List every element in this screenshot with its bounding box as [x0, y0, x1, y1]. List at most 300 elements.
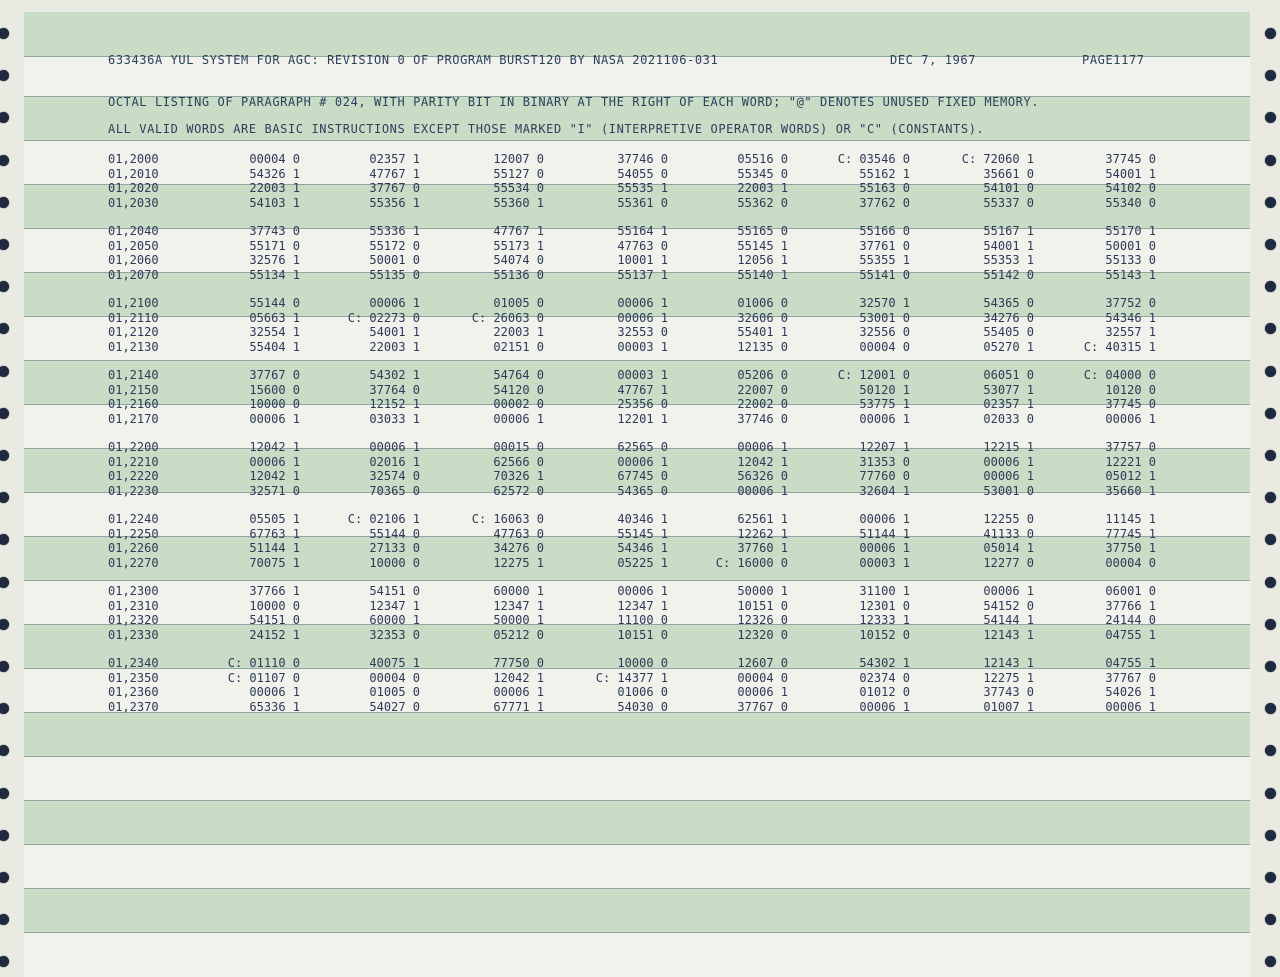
word-cell: 50000 1: [493, 613, 544, 627]
address-cell: 01,2110: [108, 310, 159, 325]
word-cell: 05212 0: [493, 627, 544, 642]
word-cell: 54001 1: [1105, 166, 1156, 181]
band-divider: [24, 844, 1250, 845]
band-divider: [24, 756, 1250, 757]
tractor-hole-icon: [1265, 619, 1276, 630]
word-cell: 00004 0: [737, 670, 788, 685]
word-cell: 77760 0: [859, 469, 910, 483]
word-cell: 55133 0: [1105, 253, 1156, 267]
word-cell: 34276 0: [493, 541, 544, 555]
listing-row: [24, 628, 1224, 642]
tractor-hole-icon: [1265, 534, 1276, 545]
word-cell: 12143 1: [983, 627, 1034, 642]
address-cell: 01,2150: [108, 382, 159, 397]
word-cell: 00006 1: [493, 411, 544, 426]
word-cell: 00006 1: [983, 469, 1034, 483]
word-cell: 53001 0: [859, 310, 910, 325]
word-cell: 56326 0: [737, 469, 788, 483]
tractor-hole-icon: [1265, 70, 1276, 81]
word-cell: 55356 1: [369, 195, 420, 210]
word-cell: 06051 0: [983, 368, 1034, 382]
word-cell: 27133 0: [369, 541, 420, 555]
word-cell: 05505 1: [249, 512, 300, 526]
word-cell: 32606 0: [737, 310, 788, 325]
word-cell: 11145 1: [1105, 512, 1156, 526]
address-cell: 01,2310: [108, 598, 159, 613]
address-cell: 01,2340: [108, 656, 159, 670]
address-cell: 01,2330: [108, 627, 159, 642]
word-cell: 47763 0: [493, 526, 544, 541]
green-bar-paper: [24, 10, 1250, 977]
tractor-hole-icon: [1265, 408, 1276, 419]
word-cell: 55162 1: [859, 166, 910, 181]
word-cell: 55127 0: [493, 166, 544, 181]
word-cell: 05516 0: [737, 152, 788, 166]
word-cell: C: 26063 0: [471, 310, 544, 325]
word-cell: 60000 1: [493, 584, 544, 598]
word-cell: C: 40315 1: [1083, 339, 1156, 354]
word-cell: 10152 0: [859, 627, 910, 642]
tractor-hole-icon: [0, 619, 9, 630]
listing-row: [24, 296, 1224, 310]
word-cell: 55360 1: [493, 195, 544, 210]
address-cell: 01,2300: [108, 584, 159, 598]
address-cell: 01,2030: [108, 195, 159, 210]
word-cell: 00006 1: [859, 541, 910, 555]
word-cell: 00015 0: [493, 440, 544, 454]
tractor-hole-icon: [0, 914, 9, 925]
listing-row: [24, 368, 1224, 382]
word-cell: 00006 1: [249, 411, 300, 426]
word-cell: 31353 0: [859, 454, 910, 469]
word-cell: 53775 1: [859, 397, 910, 411]
word-cell: 55353 1: [983, 253, 1034, 267]
tractor-hole-icon: [0, 366, 9, 377]
word-cell: 12135 0: [737, 339, 788, 354]
tractor-hole-icon: [1265, 239, 1276, 250]
word-cell: 04755 1: [1105, 656, 1156, 670]
listing-row: [24, 268, 1224, 282]
word-cell: C: 02273 0: [347, 310, 420, 325]
tractor-hole-icon: [0, 112, 9, 123]
word-cell: 37743 0: [249, 224, 300, 238]
word-cell: 00006 1: [617, 454, 668, 469]
word-cell: 32557 1: [1105, 325, 1156, 339]
word-cell: 47767 1: [369, 166, 420, 181]
listing-row: [24, 469, 1224, 483]
word-cell: 02016 1: [369, 454, 420, 469]
word-cell: 62561 1: [737, 512, 788, 526]
word-cell: 50120 1: [859, 382, 910, 397]
word-cell: 37766 1: [1105, 598, 1156, 613]
word-cell: 51144 1: [249, 541, 300, 555]
word-cell: 54151 0: [369, 584, 420, 598]
listing-row: [24, 152, 1224, 166]
word-cell: 00006 1: [617, 584, 668, 598]
word-cell: 35661 0: [983, 166, 1034, 181]
word-cell: 12262 1: [737, 526, 788, 541]
word-cell: 12320 0: [737, 627, 788, 642]
word-cell: 02033 0: [983, 411, 1034, 426]
tractor-hole-icon: [1265, 872, 1276, 883]
word-cell: 12607 0: [737, 656, 788, 670]
word-cell: 12042 1: [493, 670, 544, 685]
word-cell: 54346 1: [617, 541, 668, 555]
word-cell: 12042 1: [737, 454, 788, 469]
word-cell: 03033 1: [369, 411, 420, 426]
word-cell: 54764 0: [493, 368, 544, 382]
word-cell: 32556 0: [859, 325, 910, 339]
word-cell: 10151 0: [617, 627, 668, 642]
word-cell: 55336 1: [369, 224, 420, 238]
word-cell: 22007 0: [737, 382, 788, 397]
tractor-hole-icon: [0, 70, 9, 81]
word-cell: 54365 0: [983, 296, 1034, 310]
tractor-hole-icon: [1265, 155, 1276, 166]
word-cell: 37757 0: [1105, 440, 1156, 454]
word-cell: 00006 1: [859, 512, 910, 526]
word-cell: 37745 0: [1105, 397, 1156, 411]
word-cell: 62566 0: [493, 454, 544, 469]
word-cell: 00006 1: [983, 454, 1034, 469]
word-cell: 53077 1: [983, 382, 1034, 397]
word-cell: 24144 0: [1105, 613, 1156, 627]
word-cell: 01006 0: [617, 685, 668, 699]
listing-row: [24, 253, 1224, 267]
word-cell: 34276 0: [983, 310, 1034, 325]
listing-row: [24, 397, 1224, 411]
word-cell: 47767 1: [493, 224, 544, 238]
address-cell: 01,2100: [108, 296, 159, 310]
listing-row: [24, 325, 1224, 339]
listing-row: [24, 541, 1224, 555]
address-cell: 01,2320: [108, 613, 159, 627]
word-cell: 12007 0: [493, 152, 544, 166]
tractor-hole-icon: [0, 788, 9, 799]
word-cell: 54001 1: [983, 238, 1034, 253]
address-cell: 01,2360: [108, 685, 159, 699]
word-cell: 00006 1: [617, 296, 668, 310]
listing-row: [24, 340, 1224, 354]
word-cell: C: 01107 0: [227, 670, 300, 685]
word-cell: 55167 1: [983, 224, 1034, 238]
word-cell: 55355 1: [859, 253, 910, 267]
word-cell: C: 01110 0: [227, 656, 300, 670]
header-description: OCTAL LISTING OF PARAGRAPH # 024, WITH PARITY BIT IN BINARY AT THE RIGHT OF EACH WORD; "@" DENOTES UNUSED FIXED MEMORY.: [108, 95, 1040, 109]
word-cell: 05014 1: [983, 541, 1034, 555]
word-cell: C: 16063 0: [471, 512, 544, 526]
word-cell: 54365 0: [617, 483, 668, 498]
word-cell: 54026 1: [1105, 685, 1156, 699]
word-cell: 37750 1: [1105, 541, 1156, 555]
address-cell: 01,2130: [108, 339, 159, 354]
word-cell: 05012 1: [1105, 469, 1156, 483]
tractor-hole-icon: [0, 577, 9, 588]
word-cell: 40346 1: [617, 512, 668, 526]
address-cell: 01,2050: [108, 238, 159, 253]
left-tractor-holes: [0, 0, 22, 977]
band-divider: [24, 140, 1250, 141]
word-cell: 01005 0: [369, 685, 420, 699]
word-cell: 50000 1: [737, 584, 788, 598]
word-cell: 12042 1: [249, 469, 300, 483]
word-cell: 53001 0: [983, 483, 1034, 498]
word-cell: 02357 1: [983, 397, 1034, 411]
listing-row: [24, 181, 1224, 195]
word-cell: 32554 1: [249, 325, 300, 339]
word-cell: 55170 1: [1105, 224, 1156, 238]
word-cell: 37767 0: [369, 181, 420, 195]
tractor-hole-icon: [1265, 450, 1276, 461]
address-cell: 01,2260: [108, 541, 159, 555]
word-cell: 37745 0: [1105, 152, 1156, 166]
word-cell: 37746 0: [617, 152, 668, 166]
word-cell: 55145 1: [737, 238, 788, 253]
listing-row: [24, 167, 1224, 181]
listing-row: [24, 311, 1224, 325]
listing-row: [24, 671, 1224, 685]
tractor-hole-icon: [0, 956, 9, 967]
listing-row: [24, 700, 1224, 714]
word-cell: 10001 1: [617, 253, 668, 267]
word-cell: 10000 0: [249, 397, 300, 411]
word-cell: 00006 1: [737, 685, 788, 699]
band-divider: [24, 580, 1250, 581]
word-cell: 00004 0: [369, 670, 420, 685]
word-cell: 00003 1: [859, 555, 910, 570]
word-cell: 00006 1: [983, 584, 1034, 598]
header-legend: ALL VALID WORDS ARE BASIC INSTRUCTIONS EXCEPT THOSE MARKED "I" (INTERPRETIVE OPERATOR WORDS) OR "C" (CONSTANTS).: [108, 122, 985, 136]
tractor-hole-icon: [0, 745, 9, 756]
word-cell: 55145 1: [617, 526, 668, 541]
word-cell: 67771 1: [493, 699, 544, 714]
tractor-hole-icon: [0, 492, 9, 503]
tractor-hole-icon: [0, 534, 9, 545]
word-cell: 55144 0: [369, 526, 420, 541]
word-cell: C: 03546 0: [837, 152, 910, 166]
listing-row: [24, 527, 1224, 541]
word-cell: 00006 1: [737, 483, 788, 498]
word-cell: 05270 1: [983, 339, 1034, 354]
address-cell: 01,2250: [108, 526, 159, 541]
word-cell: 12152 1: [369, 397, 420, 411]
address-cell: 01,2240: [108, 512, 159, 526]
word-cell: 22003 1: [737, 181, 788, 195]
word-cell: 54101 0: [983, 181, 1034, 195]
word-cell: C: 16000 0: [715, 555, 788, 570]
word-cell: 00004 0: [1105, 555, 1156, 570]
word-cell: 12056 1: [737, 253, 788, 267]
word-cell: 10000 0: [369, 555, 420, 570]
word-cell: 40075 1: [369, 656, 420, 670]
word-cell: 22002 0: [737, 397, 788, 411]
address-cell: 01,2060: [108, 253, 159, 267]
word-cell: 70326 1: [493, 469, 544, 483]
word-cell: 55401 1: [737, 325, 788, 339]
tractor-hole-icon: [0, 661, 9, 672]
word-cell: 54151 0: [249, 613, 300, 627]
address-cell: 01,2200: [108, 440, 159, 454]
word-cell: 00006 1: [737, 440, 788, 454]
word-cell: 37767 0: [1105, 670, 1156, 685]
listing-row: [24, 412, 1224, 426]
word-cell: 12275 1: [983, 670, 1034, 685]
word-cell: 10000 0: [617, 656, 668, 670]
address-cell: 01,2350: [108, 670, 159, 685]
listing-row: [24, 613, 1224, 627]
tractor-hole-icon: [0, 872, 9, 883]
word-cell: 32571 0: [249, 483, 300, 498]
word-cell: 55135 0: [369, 267, 420, 282]
word-cell: C: 72060 1: [961, 152, 1034, 166]
word-cell: 55172 0: [369, 238, 420, 253]
listing-row: [24, 584, 1224, 598]
word-cell: 37743 0: [983, 685, 1034, 699]
address-cell: 01,2010: [108, 166, 159, 181]
tractor-hole-icon: [1265, 956, 1276, 967]
word-cell: 01005 0: [493, 296, 544, 310]
tractor-hole-icon: [1265, 281, 1276, 292]
word-cell: 22003 1: [249, 181, 300, 195]
address-cell: 01,2000: [108, 152, 159, 166]
tractor-hole-icon: [1265, 323, 1276, 334]
tractor-hole-icon: [1265, 366, 1276, 377]
word-cell: 12215 1: [983, 440, 1034, 454]
word-cell: 00003 1: [617, 368, 668, 382]
listing-row: [24, 440, 1224, 454]
word-cell: 54074 0: [493, 253, 544, 267]
word-cell: 05225 1: [617, 555, 668, 570]
word-cell: 12201 1: [617, 411, 668, 426]
tractor-hole-icon: [1265, 197, 1276, 208]
word-cell: 55164 1: [617, 224, 668, 238]
word-cell: 55362 0: [737, 195, 788, 210]
word-cell: 37760 1: [737, 541, 788, 555]
tractor-hole-icon: [0, 450, 9, 461]
word-cell: 54120 0: [493, 382, 544, 397]
address-cell: 01,2140: [108, 368, 159, 382]
word-cell: 35660 1: [1105, 483, 1156, 498]
word-cell: 55337 0: [983, 195, 1034, 210]
word-cell: 12255 0: [983, 512, 1034, 526]
address-cell: 01,2070: [108, 267, 159, 282]
listing-row: [24, 484, 1224, 498]
word-cell: 37767 0: [737, 699, 788, 714]
word-cell: 32574 0: [369, 469, 420, 483]
word-cell: 77745 1: [1105, 526, 1156, 541]
listing-row: [24, 383, 1224, 397]
word-cell: 51144 1: [859, 526, 910, 541]
word-cell: 10151 0: [737, 598, 788, 613]
word-cell: 55165 0: [737, 224, 788, 238]
tractor-hole-icon: [1265, 28, 1276, 39]
word-cell: 00004 0: [249, 152, 300, 166]
word-cell: 55163 0: [859, 181, 910, 195]
tractor-hole-icon: [0, 197, 9, 208]
word-cell: 55340 0: [1105, 195, 1156, 210]
word-cell: 54055 0: [617, 166, 668, 181]
word-cell: 12042 1: [249, 440, 300, 454]
word-cell: 12207 1: [859, 440, 910, 454]
word-cell: 77750 0: [493, 656, 544, 670]
word-cell: 54152 0: [983, 598, 1034, 613]
word-cell: 67745 0: [617, 469, 668, 483]
word-cell: C: 12001 0: [837, 368, 910, 382]
word-cell: 54001 1: [369, 325, 420, 339]
word-cell: 50001 0: [1105, 238, 1156, 253]
word-cell: 12301 0: [859, 598, 910, 613]
tractor-hole-icon: [1265, 112, 1276, 123]
word-cell: 55137 1: [617, 267, 668, 282]
tractor-hole-icon: [1265, 788, 1276, 799]
word-cell: 55142 0: [983, 267, 1034, 282]
band-divider: [24, 800, 1250, 801]
word-cell: 05206 0: [737, 368, 788, 382]
word-cell: 37766 1: [249, 584, 300, 598]
word-cell: 55173 1: [493, 238, 544, 253]
word-cell: 01006 0: [737, 296, 788, 310]
word-cell: 37764 0: [369, 382, 420, 397]
word-cell: 00004 0: [859, 339, 910, 354]
right-tractor-holes: [1258, 0, 1280, 977]
word-cell: 54326 1: [249, 166, 300, 181]
listing-row: [24, 455, 1224, 469]
word-cell: 00006 1: [1105, 699, 1156, 714]
word-cell: 54030 0: [617, 699, 668, 714]
word-cell: 12221 0: [1105, 454, 1156, 469]
word-cell: 00006 1: [493, 685, 544, 699]
word-cell: 54027 0: [369, 699, 420, 714]
word-cell: 55405 0: [983, 325, 1034, 339]
word-cell: 22003 1: [493, 325, 544, 339]
word-cell: 12333 1: [859, 613, 910, 627]
word-cell: 60000 1: [369, 613, 420, 627]
word-cell: 25356 0: [617, 397, 668, 411]
word-cell: 65336 1: [249, 699, 300, 714]
word-cell: 00006 1: [859, 699, 910, 714]
tractor-hole-icon: [0, 239, 9, 250]
word-cell: 54103 1: [249, 195, 300, 210]
word-cell: 55361 0: [617, 195, 668, 210]
tractor-hole-icon: [0, 28, 9, 39]
word-cell: 55171 0: [249, 238, 300, 253]
word-cell: 00006 1: [369, 296, 420, 310]
word-cell: 55141 0: [859, 267, 910, 282]
tractor-hole-icon: [1265, 492, 1276, 503]
word-cell: 32570 1: [859, 296, 910, 310]
word-cell: 12277 0: [983, 555, 1034, 570]
word-cell: 02374 0: [859, 670, 910, 685]
word-cell: 37746 0: [737, 411, 788, 426]
address-cell: 01,2230: [108, 483, 159, 498]
listing-row: [24, 556, 1224, 570]
word-cell: 10120 0: [1105, 382, 1156, 397]
tractor-hole-icon: [1265, 745, 1276, 756]
word-cell: 32604 1: [859, 483, 910, 498]
listing-row: [24, 512, 1224, 526]
word-cell: 31100 1: [859, 584, 910, 598]
word-cell: 62572 0: [493, 483, 544, 498]
word-cell: 54102 0: [1105, 181, 1156, 195]
word-cell: C: 02106 1: [347, 512, 420, 526]
tractor-hole-icon: [1265, 914, 1276, 925]
address-cell: 01,2040: [108, 224, 159, 238]
word-cell: 70365 0: [369, 483, 420, 498]
word-cell: 55404 1: [249, 339, 300, 354]
word-cell: 00006 1: [617, 310, 668, 325]
word-cell: 32353 0: [369, 627, 420, 642]
tractor-hole-icon: [0, 281, 9, 292]
